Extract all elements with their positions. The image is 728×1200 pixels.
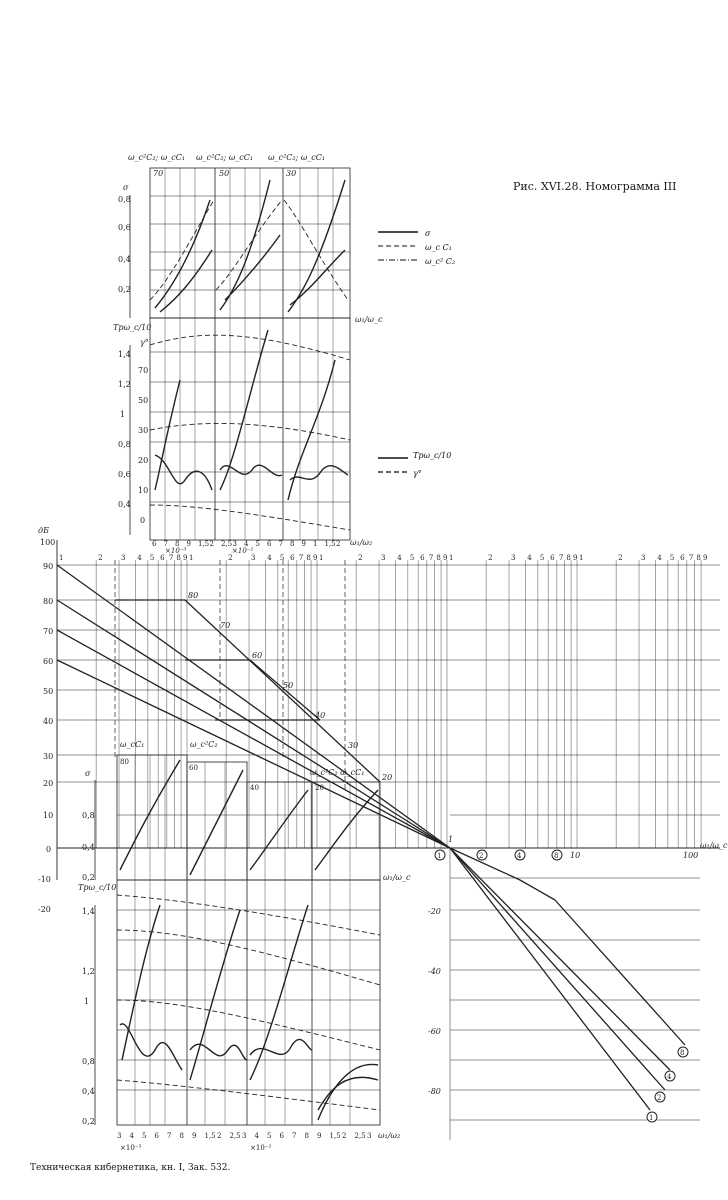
top-mid-xlabel: ω₁/ω_c xyxy=(355,315,383,324)
top-xtick: 4 xyxy=(244,540,249,548)
line-label: 30 xyxy=(348,741,359,750)
bottom-tp-tick: 1,4 xyxy=(82,907,95,916)
main-ytick: 90 xyxy=(43,562,54,571)
main-xtick: 8 xyxy=(176,554,181,562)
bottom-tp-tick: 1,2 xyxy=(82,967,95,976)
right-ytick: -20 xyxy=(428,907,441,916)
main-xtick: 6 xyxy=(550,554,555,562)
main-xtick: 1 xyxy=(189,554,194,562)
bottom-xtick: 5 xyxy=(142,1132,147,1140)
bottom-xtick: 3 xyxy=(367,1132,372,1140)
main-xtick: 1 xyxy=(319,554,324,562)
main-ytick: 10 xyxy=(43,811,54,820)
circle-label: 1 xyxy=(437,852,442,860)
main-ytick: 60 xyxy=(43,657,54,666)
bottom-xtick: 2 xyxy=(217,1132,222,1140)
main-ytick: 100 xyxy=(40,538,56,547)
top-xtick: 8 xyxy=(175,540,180,548)
top-xtick: 2,5 xyxy=(221,540,233,548)
top-xtick: 8 xyxy=(290,540,295,548)
top-xtick: 1,5 xyxy=(324,540,336,548)
main-ytick: 40 xyxy=(43,717,54,726)
top-panel-group xyxy=(150,168,350,540)
top-tp-label: Tpω_c/10 xyxy=(113,323,152,332)
line-label: 70 xyxy=(220,621,231,630)
circle-label: 8 xyxy=(554,852,559,860)
legend-top xyxy=(378,229,455,266)
main-ytick: -20 xyxy=(38,905,51,914)
main-xtick: 2 xyxy=(98,554,103,562)
top-xtick: 9 xyxy=(301,540,306,548)
legend-sigma: σ xyxy=(425,229,431,238)
main-xtick: 9 xyxy=(703,554,708,562)
top-sigma-tick: 0,4 xyxy=(118,255,131,264)
bottom-tp-tick: 0,4 xyxy=(82,1087,95,1096)
line-label: 40 xyxy=(315,711,326,720)
bottom-xtick: 8 xyxy=(179,1132,184,1140)
top-tp-tick: 0,6 xyxy=(118,470,131,479)
top-gamma-tick: 30 xyxy=(138,426,149,435)
top-gamma-tick: 50 xyxy=(138,396,149,405)
bottom-xtick: 9 xyxy=(192,1132,197,1140)
top-tp-tick: 0,4 xyxy=(118,500,131,509)
right-circles xyxy=(435,850,688,1122)
main-xtick: 1 xyxy=(449,554,454,562)
legend-wc2-c2: ω_c² C₂ xyxy=(425,257,456,266)
legend-wc-c1: ω_c C₁ xyxy=(425,243,452,252)
right-ytick: -60 xyxy=(428,1027,441,1036)
top-xtick: 6 xyxy=(152,540,157,548)
bottom-sigma-tick: 0,8 xyxy=(82,811,95,820)
main-ylabel: дБ xyxy=(38,526,49,535)
right-ytick: -80 xyxy=(428,1087,441,1096)
main-xtick: 7 xyxy=(558,554,564,562)
main-xtick: 8 xyxy=(306,554,311,562)
bottom-xtick: 1,5 xyxy=(329,1132,341,1140)
bottom-x-ticks xyxy=(117,1132,371,1140)
top-tp-axis xyxy=(113,323,151,535)
line-label: 20 xyxy=(382,773,393,782)
main-xtick: 8 xyxy=(566,554,571,562)
main-xtick: 5 xyxy=(669,554,675,562)
top-xtick: 9 xyxy=(186,540,191,548)
top-sigma-tick: 0,8 xyxy=(118,195,131,204)
top-xtick: 3 xyxy=(232,540,237,548)
bottom-header-3: ω_c²C₂ ω_cC₁ xyxy=(310,768,365,777)
circle-label: 2 xyxy=(657,1094,662,1102)
legend-mid xyxy=(378,451,451,478)
main-xtick: 4 xyxy=(397,554,402,562)
bottom-xtick: 1,5 xyxy=(204,1132,216,1140)
top-gamma-tick: 0 xyxy=(140,516,146,525)
right-ytick: -40 xyxy=(428,967,441,976)
legend-gamma: γ° xyxy=(413,469,422,478)
bottom-xtick: 4 xyxy=(129,1132,134,1140)
main-ytick: 70 xyxy=(43,627,54,636)
top-bottom-xlabel: ω₁/ω₂ xyxy=(350,538,373,547)
top-tp-tick: 1 xyxy=(120,410,126,419)
legend-tp: Tpω_c/10 xyxy=(413,451,452,460)
bottom-tp-label: Tpω_c/10 xyxy=(78,883,117,892)
top-headers xyxy=(128,153,383,555)
main-xtick: 1 xyxy=(59,554,64,562)
main-xtick: 6 xyxy=(420,554,425,562)
bottom-xtick: 8 xyxy=(304,1132,309,1140)
top-xtick: 1,5 xyxy=(198,540,210,548)
main-xtick: 7 xyxy=(168,554,174,562)
top-header-3: ω_c²C₂; ω_cC₁ xyxy=(268,153,326,162)
main-ytick: 0 xyxy=(46,845,52,854)
circle-label: 4 xyxy=(667,1073,672,1081)
top-xtick: 5 xyxy=(255,540,260,548)
bottom-xtick: 4 xyxy=(254,1132,259,1140)
top-mult-1: ×10⁻³ xyxy=(165,547,187,555)
bottom-header-2: ω_c²C₂ xyxy=(190,740,218,749)
top-panel-top: 70 xyxy=(153,169,164,178)
right-xtick: 1 xyxy=(448,835,454,844)
top-xtick: 2 xyxy=(209,540,214,548)
top-xtick: 1 xyxy=(313,540,318,548)
main-xtick: 2 xyxy=(618,554,623,562)
main-xtick: 7 xyxy=(428,554,434,562)
bottom-tp-tick: 0,2 xyxy=(82,1117,95,1126)
right-chart-lines xyxy=(450,848,685,1110)
main-xtick: 9 xyxy=(443,554,448,562)
bottom-xtick: 3 xyxy=(117,1132,122,1140)
top-sigma-axis xyxy=(118,183,131,318)
main-xtick: 1 xyxy=(579,554,584,562)
bottom-xtick: 7 xyxy=(292,1132,297,1140)
top-sigma-tick: 0,2 xyxy=(118,285,131,294)
circle-label: 1 xyxy=(649,1114,654,1122)
bottom-panel-top: 80 xyxy=(120,758,129,766)
top-gamma-tick: 70 xyxy=(138,366,149,375)
main-xtick: 5 xyxy=(279,554,285,562)
top-xtick: 6 xyxy=(267,540,272,548)
bottom-xtick: 3 xyxy=(242,1132,247,1140)
right-xlabel: ω₁/ω_c xyxy=(700,841,728,850)
bottom-tp-tick: 0,8 xyxy=(82,1057,95,1066)
top-xtick: 7 xyxy=(278,540,283,548)
circle-label: 8 xyxy=(680,1049,685,1057)
bottom-mid-xlabel: ω₁/ω_c xyxy=(383,873,411,882)
top-xtick: 2 xyxy=(336,540,341,548)
bottom-sigma-label: σ xyxy=(85,769,91,778)
top-gamma-tick: 20 xyxy=(138,456,149,465)
bottom-tp-tick: 1 xyxy=(84,997,90,1006)
main-xtick: 8 xyxy=(696,554,701,562)
bottom-xtick: 2 xyxy=(342,1132,347,1140)
line-label: 60 xyxy=(252,651,263,660)
bottom-panel-top: 20 xyxy=(315,784,324,792)
top-mult-2: ×10⁻² xyxy=(232,547,254,555)
circle-label: 2 xyxy=(479,852,484,860)
bottom-xtick: 6 xyxy=(279,1132,284,1140)
main-xtick: 3 xyxy=(251,554,256,562)
main-ytick: 30 xyxy=(43,752,54,761)
bottom-panel-top: 40 xyxy=(250,784,259,792)
main-xtick: 6 xyxy=(290,554,295,562)
bottom-xtick: 5 xyxy=(267,1132,272,1140)
main-xtick: 7 xyxy=(688,554,694,562)
main-xtick: 2 xyxy=(358,554,363,562)
main-x-ticks xyxy=(59,554,708,562)
bottom-xlabel: ω₁/ω₂ xyxy=(378,1131,401,1140)
bottom-header-1: ω_cC₁ xyxy=(120,740,145,749)
bottom-xtick: 2,5 xyxy=(354,1132,366,1140)
top-sigma-label: σ xyxy=(123,183,129,192)
main-xtick: 6 xyxy=(680,554,685,562)
main-xtick: 9 xyxy=(573,554,578,562)
main-ytick: 80 xyxy=(43,597,54,606)
top-panel-top: 50 xyxy=(219,169,230,178)
main-xtick: 7 xyxy=(298,554,304,562)
top-tp-tick: 1,2 xyxy=(118,380,131,389)
main-xtick: 5 xyxy=(409,554,415,562)
top-tp-tick: 1,4 xyxy=(118,350,131,359)
right-xtick: 10 xyxy=(570,851,581,860)
main-xtick: 2 xyxy=(488,554,493,562)
main-xtick: 4 xyxy=(137,554,142,562)
top-header-2: ω_c²C₂; ω_cC₁ xyxy=(196,153,254,162)
circle-label: 4 xyxy=(517,852,522,860)
page-footer: Техническая кибернетика, кн. I, Зак. 532. xyxy=(30,1163,231,1173)
main-xtick: 5 xyxy=(539,554,545,562)
right-xtick: 100 xyxy=(683,851,699,860)
bottom-panel-group xyxy=(117,755,380,1125)
top-gamma-label: γ° xyxy=(140,338,149,347)
top-xtick: 7 xyxy=(163,540,168,548)
line-label: 80 xyxy=(188,591,199,600)
bottom-xtick: 9 xyxy=(317,1132,322,1140)
top-gamma-tick: 10 xyxy=(138,486,149,495)
bottom-panel-top: 60 xyxy=(189,764,198,772)
main-xtick: 5 xyxy=(149,554,155,562)
bottom-xtick: 6 xyxy=(154,1132,159,1140)
main-xtick: 4 xyxy=(267,554,272,562)
main-xtick: 3 xyxy=(121,554,126,562)
bottom-sigma-tick: 0,4 xyxy=(82,843,95,852)
main-xtick: 3 xyxy=(381,554,386,562)
bottom-xtick: 2,5 xyxy=(229,1132,241,1140)
main-xtick: 3 xyxy=(511,554,516,562)
main-xtick: 4 xyxy=(657,554,662,562)
top-sigma-tick: 0,6 xyxy=(118,223,131,232)
figure-caption: Рис. XVI.28. Номограмма III xyxy=(513,180,677,193)
main-xtick: 4 xyxy=(527,554,532,562)
top-header-1: ω_c²C₂; ω_cC₁ xyxy=(128,153,186,162)
bottom-sigma-tick: 0,2 xyxy=(82,873,95,882)
line-label: 50 xyxy=(283,681,294,690)
bottom-xtick: 7 xyxy=(167,1132,172,1140)
main-xtick: 6 xyxy=(160,554,165,562)
main-xtick: 2 xyxy=(228,554,233,562)
main-ytick: -10 xyxy=(38,875,51,884)
bottom-mult-1: ×10⁻³ xyxy=(120,1144,142,1152)
bottom-mult-2: ×10⁻² xyxy=(250,1144,272,1152)
main-xtick: 9 xyxy=(313,554,318,562)
main-xtick: 8 xyxy=(436,554,441,562)
top-tp-tick: 0,8 xyxy=(118,440,131,449)
top-panel-top: 30 xyxy=(286,169,297,178)
main-xtick: 3 xyxy=(641,554,646,562)
main-xtick: 9 xyxy=(183,554,188,562)
main-ytick: 20 xyxy=(43,779,54,788)
main-ytick: 50 xyxy=(43,687,54,696)
main-db-chart xyxy=(57,540,720,1140)
